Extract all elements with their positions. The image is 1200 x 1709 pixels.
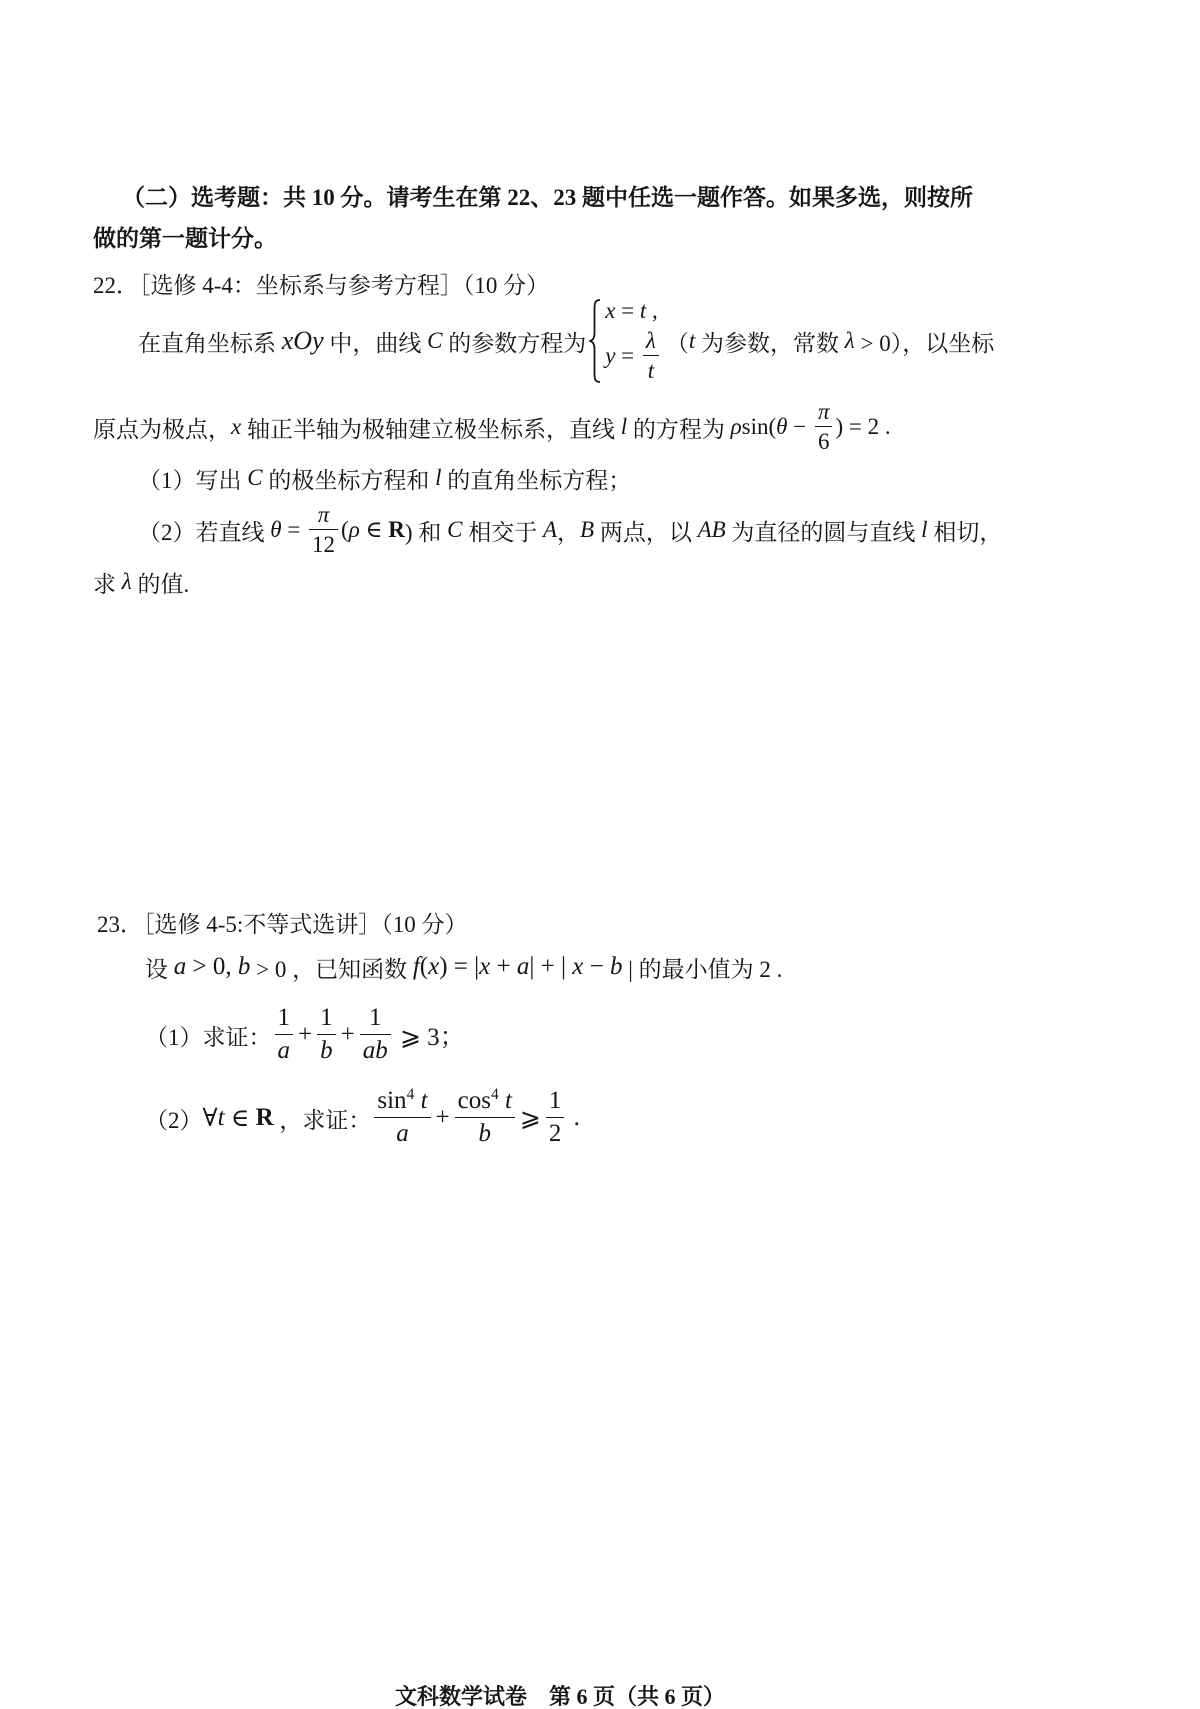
text-run: ，	[557, 519, 580, 545]
q23-stem	[145, 953, 782, 981]
q22-stem-line2	[93, 398, 891, 456]
system-row-2	[605, 327, 662, 385]
math-variable: θ	[776, 414, 788, 439]
q23-title: 23．［选修 4-5:不等式选讲］（10 分）	[97, 911, 468, 937]
math-variable: t	[498, 1087, 512, 1115]
math-variable: l	[620, 414, 628, 439]
math-variable: b	[237, 953, 251, 980]
math-variable: λ	[844, 328, 855, 353]
text-run: 为直径的圆与直线	[725, 519, 922, 545]
math-variable: C	[247, 465, 263, 490]
math-symbol: ) = |	[439, 953, 480, 980]
math-variable: AB	[697, 517, 726, 542]
text-run: 在直角坐标系	[138, 330, 282, 356]
math-symbol: −	[583, 953, 610, 980]
fraction	[360, 1004, 391, 1066]
math-symbol: =	[281, 517, 307, 542]
math-variable: x	[231, 414, 242, 439]
q22-part2	[138, 501, 1002, 559]
math-variable: t	[217, 1104, 225, 1131]
text-run: .	[567, 1104, 580, 1131]
text-run: （2）若直线	[138, 519, 271, 545]
math-symbol: ) = 2 .	[835, 414, 891, 439]
fraction-numerator: 1	[546, 1087, 565, 1118]
math-symbol: =	[615, 343, 640, 368]
math-function: cos	[457, 1087, 491, 1115]
math-variable: a	[516, 953, 530, 980]
fraction-denominator: 12	[312, 532, 336, 557]
fraction-denominator: b	[478, 1120, 492, 1147]
geq-symbol: ⩾	[519, 1105, 541, 1132]
plus-symbol: +	[298, 1021, 313, 1048]
math-variable: x	[479, 953, 491, 980]
math-variable: x	[605, 298, 616, 323]
section-heading-line2: 做的第一题计分。	[93, 225, 277, 251]
footer-text: 文科数学试卷 第 6 页（共 6 页）	[395, 1684, 726, 1709]
text-run: 设	[145, 956, 174, 982]
page-footer	[395, 1684, 735, 1709]
text-run: 相切，	[927, 519, 1003, 545]
system-row-1	[605, 297, 662, 325]
parametric-system	[588, 297, 662, 385]
math-variable: ρ	[348, 517, 360, 542]
real-set-symbol: R	[255, 1104, 274, 1131]
math-symbol: +	[490, 953, 517, 980]
forall-symbol: ∀	[202, 1105, 218, 1132]
fraction	[815, 399, 833, 456]
fraction-numerator: 1	[360, 1004, 391, 1035]
math-variable: b	[609, 953, 623, 980]
text-run: ) 和	[404, 519, 448, 545]
q22-part2-continuation	[93, 568, 189, 596]
text-run: 中，曲线	[323, 330, 428, 356]
fraction-numerator: 1	[317, 1004, 336, 1035]
fraction	[374, 1087, 430, 1149]
fraction-numerator	[455, 1087, 515, 1118]
text-run: 的方程为	[627, 416, 731, 442]
curly-brace	[588, 298, 602, 384]
text-run: （1）求证：	[145, 1024, 272, 1050]
math-symbol: (	[419, 953, 429, 980]
text-run: （2）	[145, 1107, 203, 1133]
math-variable: λ	[121, 569, 132, 594]
fraction-numerator	[374, 1087, 430, 1118]
math-variable: xOy	[281, 326, 324, 355]
math-variable: t	[688, 328, 696, 353]
math-variable: l	[921, 517, 928, 542]
text-run: ，求证：	[273, 1107, 372, 1133]
fraction	[275, 1004, 294, 1066]
text-run: 的值.	[131, 571, 190, 597]
math-symbol: ∈	[224, 1105, 256, 1132]
text-run: 为参数，常数	[695, 330, 845, 356]
math-symbol: −	[787, 414, 812, 439]
text-run: 的直角坐标方程；	[441, 467, 632, 493]
text-run: ⩾ 3；	[393, 1024, 465, 1051]
text-run: > 0 ，已知函数	[250, 956, 413, 982]
math-variable: x	[572, 953, 584, 980]
q22-stem-line1	[138, 297, 994, 385]
fraction-numerator: λ	[643, 328, 659, 356]
fraction-denominator: ab	[362, 1037, 388, 1064]
text-run: | 的最小值为 2 .	[622, 956, 783, 982]
math-variable: t	[414, 1087, 428, 1115]
math-variable: ρ	[730, 414, 742, 439]
math-function: sin	[377, 1087, 407, 1115]
fraction-denominator: t	[647, 358, 655, 383]
math-variable: A	[542, 517, 557, 542]
section-heading-line1: （二）选考题：共 10 分。请考生在第 22、23 题中任选一题作答。如果多选，则按所	[122, 184, 973, 210]
fraction	[643, 328, 659, 385]
q23-part2	[145, 1086, 580, 1150]
math-variable: y	[605, 343, 616, 368]
math-symbol: > 0,	[186, 953, 238, 980]
math-variable: C	[427, 328, 443, 353]
fraction-numerator: 1	[275, 1004, 294, 1035]
math-symbol: =	[615, 298, 640, 323]
math-symbol: ,	[646, 298, 658, 323]
math-function: sin(	[741, 414, 777, 439]
fraction-denominator: b	[320, 1037, 333, 1064]
fraction	[455, 1087, 515, 1149]
superscript-exponent: 4	[406, 1085, 415, 1103]
text-run: 原点为极点，	[93, 416, 231, 442]
math-variable: B	[580, 517, 595, 542]
superscript-exponent: 4	[490, 1085, 499, 1103]
fraction-denominator: a	[277, 1037, 290, 1064]
text-run: 相交于	[462, 519, 543, 545]
text-run: 轴正半轴为极轴建立极坐标系，直线	[241, 416, 621, 442]
fraction	[317, 1004, 336, 1066]
math-variable: f	[412, 953, 420, 980]
math-variable: a	[173, 953, 187, 980]
real-set-symbol: R	[388, 517, 405, 542]
fraction-denominator: 2	[548, 1120, 562, 1147]
text-run: 求	[93, 571, 122, 597]
text-run: > 0），以坐标	[854, 330, 995, 356]
math-variable: l	[435, 465, 442, 490]
math-variable: C	[447, 517, 463, 542]
fraction-denominator: a	[396, 1120, 409, 1147]
text-run: （	[665, 330, 689, 356]
fraction-numerator: π	[309, 502, 338, 530]
fraction-numerator: π	[815, 399, 833, 427]
text-run: 两点，以	[594, 519, 698, 545]
math-variable: t	[639, 298, 647, 323]
math-symbol: | + |	[529, 953, 573, 980]
plus-symbol: +	[340, 1021, 355, 1048]
math-variable: θ	[270, 517, 282, 542]
q22-part1	[138, 464, 631, 492]
math-variable: x	[428, 953, 440, 980]
plus-symbol: +	[435, 1104, 450, 1131]
q22-title: 22．［选修 4-4：坐标系与参考方程］（10 分）	[93, 272, 550, 298]
text-run: 的参数方程为	[442, 330, 587, 356]
fraction-denominator: 6	[817, 429, 830, 454]
fraction	[309, 502, 338, 559]
system-rows	[605, 297, 662, 385]
math-symbol: ∈	[359, 517, 389, 542]
text-run: （1）写出	[138, 467, 248, 493]
math-symbol: (	[341, 517, 349, 542]
text-run: 的极坐标方程和	[262, 467, 436, 493]
fraction	[546, 1087, 565, 1149]
q23-part1	[145, 1004, 465, 1066]
